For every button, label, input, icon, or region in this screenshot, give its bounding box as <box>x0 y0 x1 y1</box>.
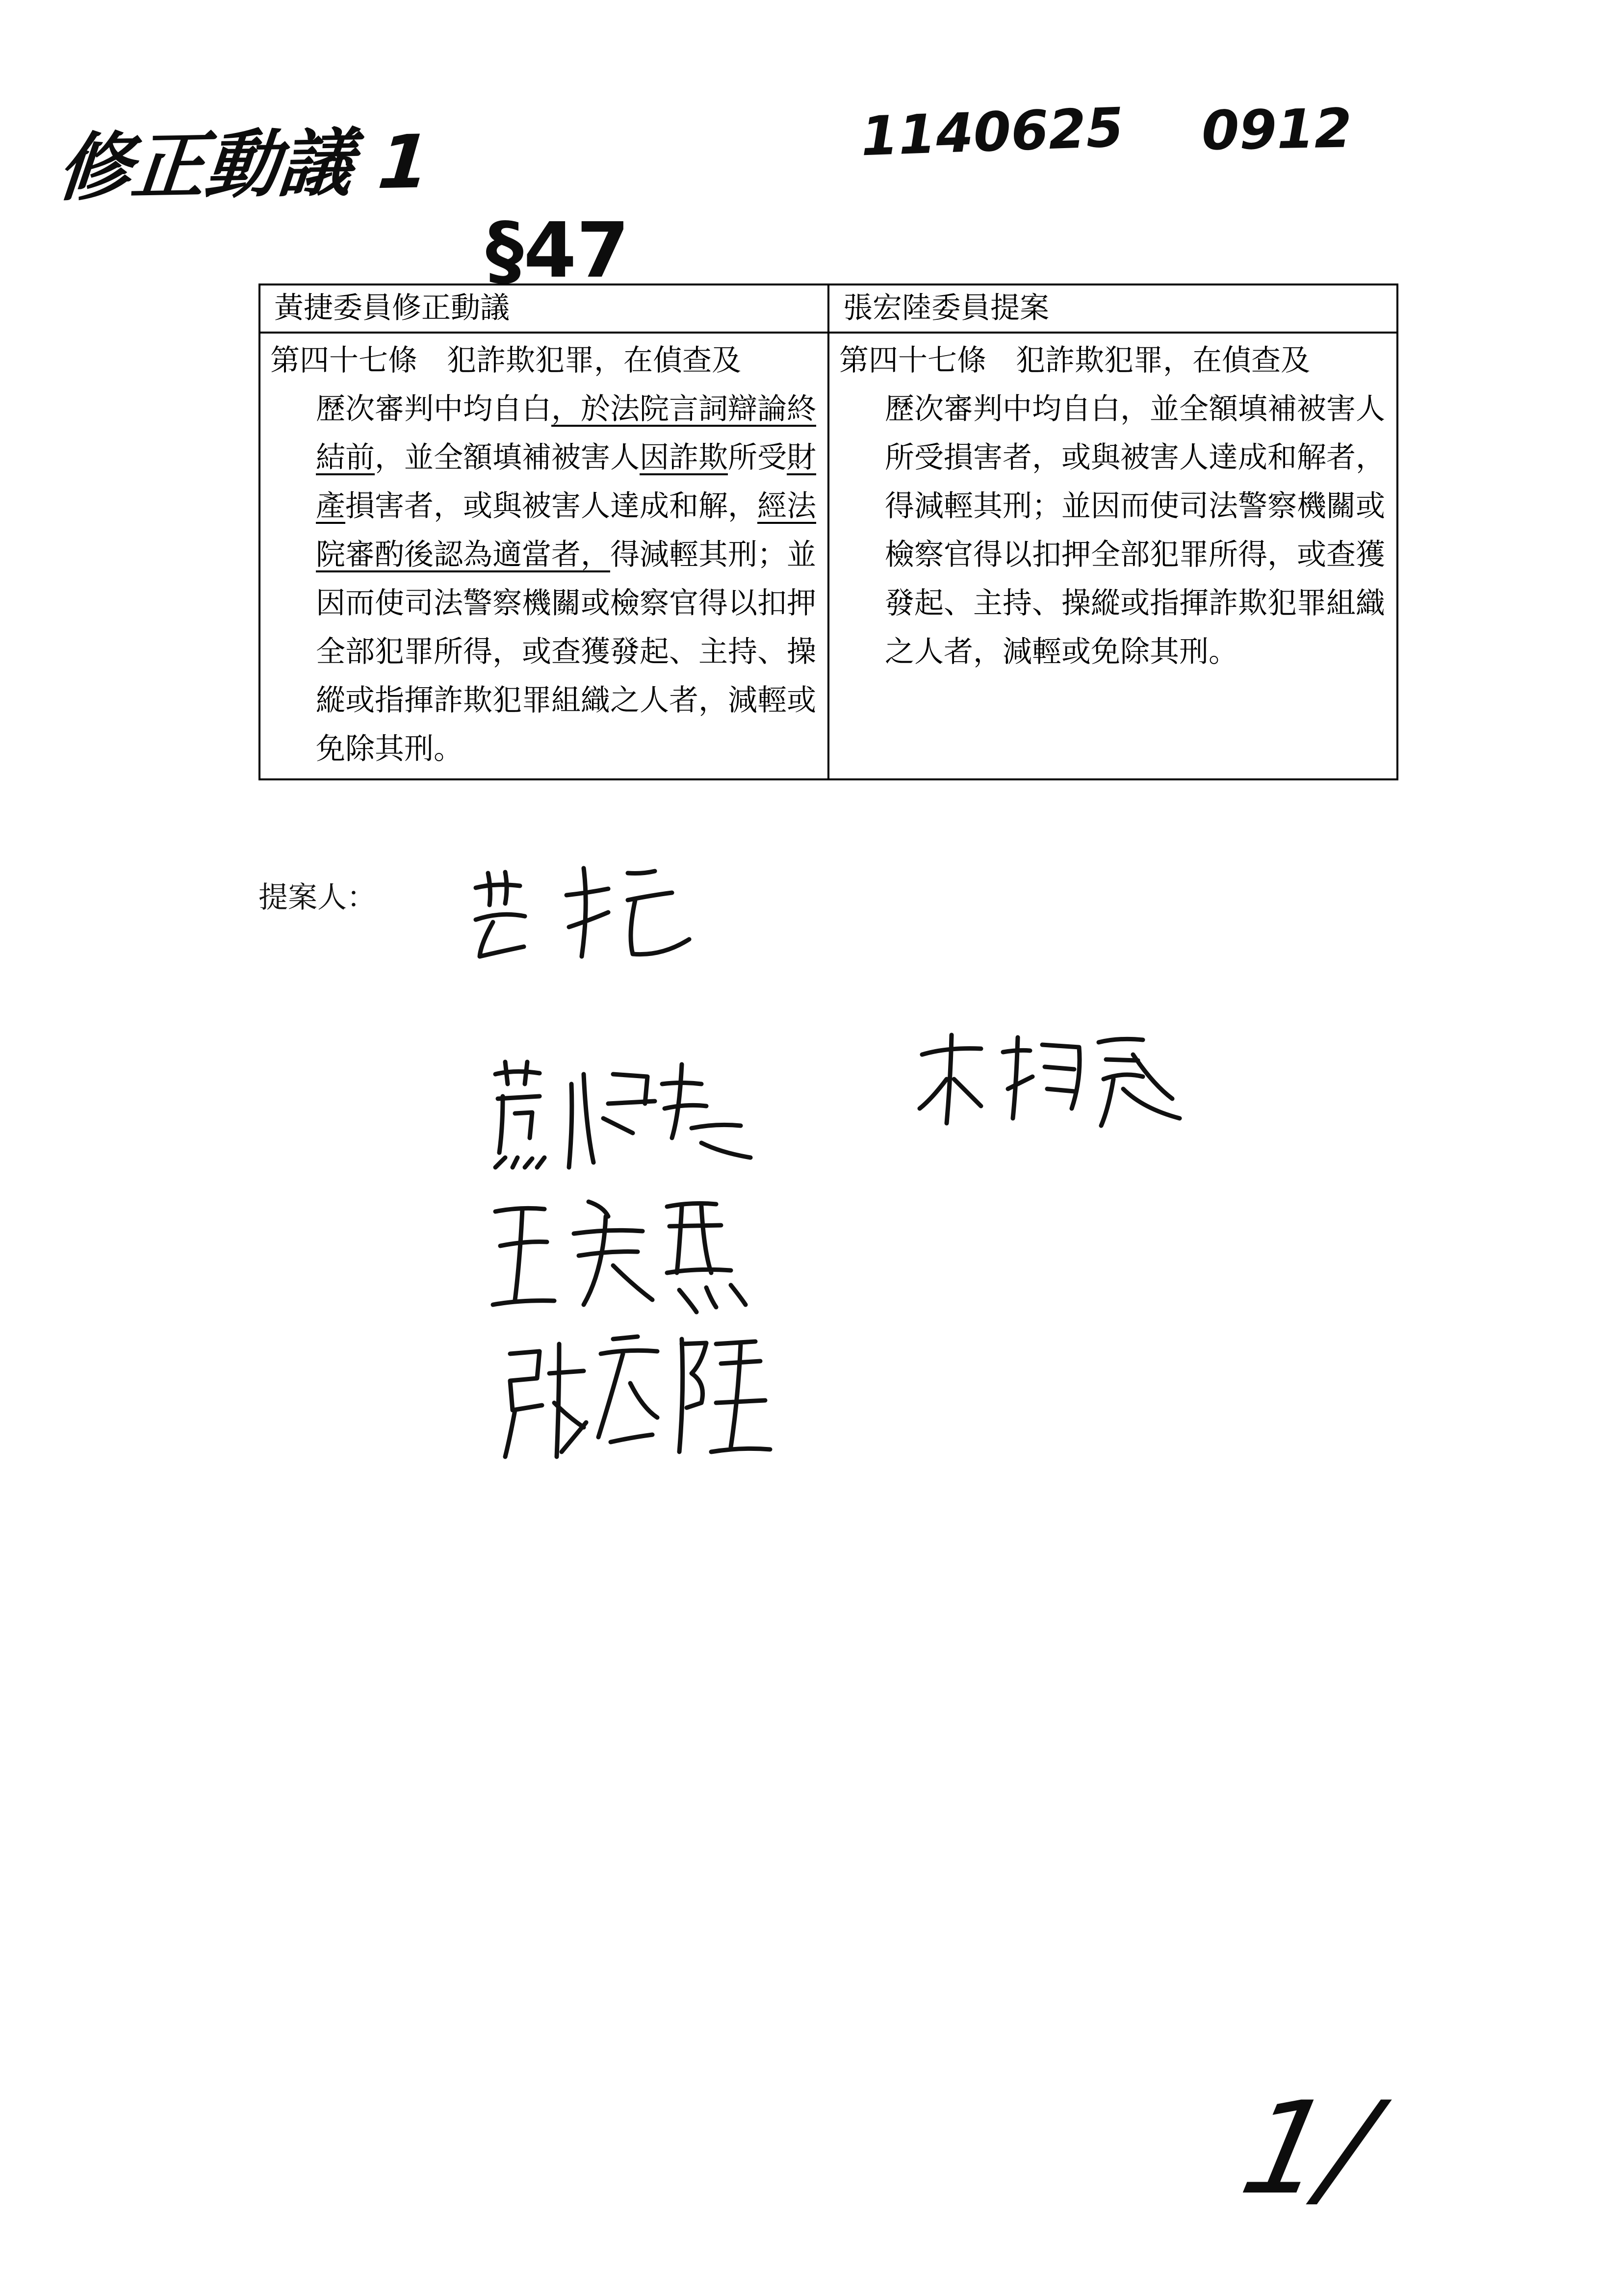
signature-1 <box>466 853 701 966</box>
date-code-handwritten: 1140625 <box>859 96 1125 168</box>
signature-2 <box>912 1025 1187 1138</box>
comparison-table <box>258 284 1398 780</box>
article-text-segment: 所受 <box>728 440 787 475</box>
left-article-cell <box>259 333 828 779</box>
signature-5 <box>500 1324 775 1467</box>
signature-4 <box>486 1187 760 1319</box>
article-text-segment: 得減輕其刑；並因而使司法警察機關或檢察官得以扣押全部犯罪所得，或查獲發起、主持、操縱或指揮詐欺犯罪組織之人者，減輕或免除其刑。 <box>316 538 816 766</box>
amended-text-segment: 財產 <box>316 440 816 523</box>
proposer-label: 提案人： <box>258 880 376 915</box>
amended-text-segment: 經法院審酌後認為適當者， <box>316 489 816 572</box>
left-article-first-line: 第四十七條 犯詐欺犯罪，在偵查及 <box>270 343 741 378</box>
time-code-handwritten: 0912 <box>1201 97 1353 162</box>
article-text-segment: 歷次審判中均自白 <box>316 392 551 426</box>
signature-3 <box>486 1055 760 1187</box>
amended-text-segment: 因詐欺 <box>640 440 728 475</box>
motion-number-handwritten: 修正動議 1 <box>54 119 434 211</box>
section-mark-handwritten: §47 <box>486 206 630 295</box>
right-column-header: 張宏陸委員提案 <box>828 284 1397 333</box>
left-article-body <box>270 385 818 774</box>
article-text-segment: ，並全額填補被害人 <box>375 440 640 475</box>
left-column-header: 黃捷委員修正動議 <box>259 284 828 333</box>
right-article-body: 歷次審判中均自白，並全額填補被害人所受損害者，或與被害人達成和解者，得減輕其刑；並因而使司法警察機關或檢察官得以扣押全部犯罪所得，或查獲發起、主持、操縱或指揮詐欺犯罪組織之人者，減輕或免除其刑。 <box>885 392 1385 669</box>
amended-text-segment: ，於法院言詞辯論終結前 <box>316 392 816 475</box>
table-header-row <box>259 284 1397 333</box>
article-text-segment: 損害者，或與被害人達成和解， <box>345 489 757 523</box>
right-article-first-line: 第四十七條 犯詐欺犯罪，在偵查及 <box>839 343 1310 378</box>
table-row <box>259 333 1397 779</box>
page-number-handwritten: 1/ <box>1230 2075 1386 2223</box>
right-article-cell <box>828 333 1397 779</box>
